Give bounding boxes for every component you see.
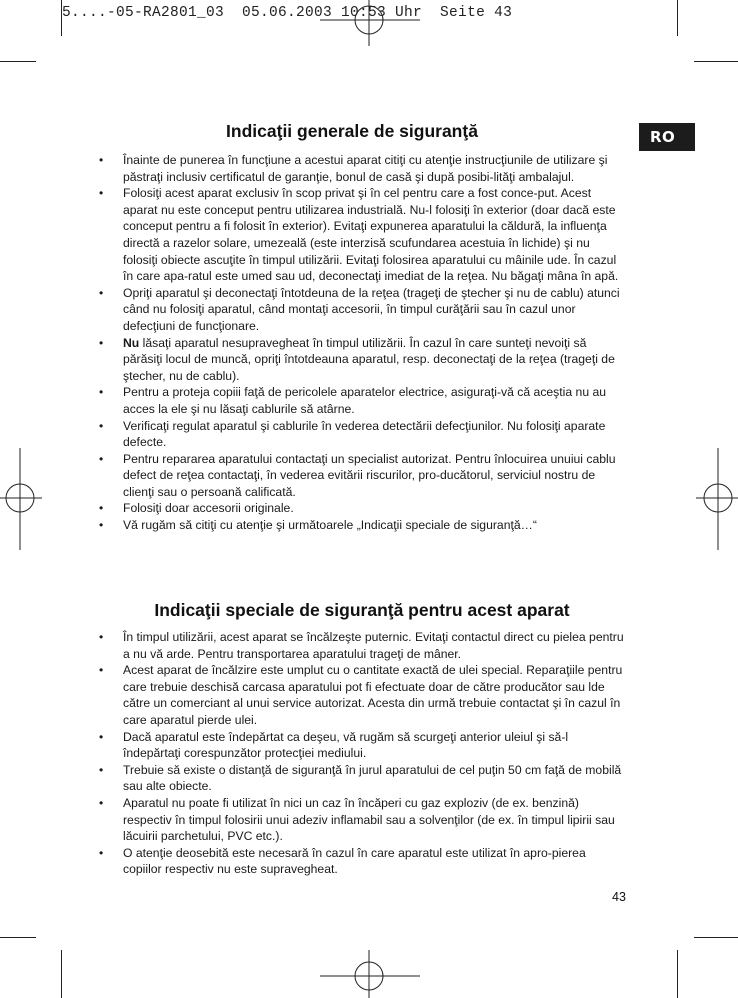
list-item-text: lăsaţi aparatul nesupravegheat în timpul utilizării. În cazul în care sunteţi nevoiţi să părăsiţi locul de muncă, opriţi întotdeauna aparatul, resp. deconectaţi de la reţea (trageţi de ştecher, nu de cablu). <box>123 335 615 383</box>
list-item <box>97 845 627 878</box>
crop-mark-top-left-horizontal <box>0 61 36 62</box>
heading-general-safety: Indicaţii generale de siguranţă <box>226 121 478 141</box>
list-item-text: În timpul utilizării, acest aparat se încălzeşte puternic. Evitaţi contactul direct cu pielea pentru a nu vă arde. Pentru transportarea aparatului trageţi de mâner. <box>123 630 624 661</box>
list-item-text: Pentru a proteja copiii faţă de pericolele aparatelor electrice, asiguraţi-vă că aceştia nu au acces la ele şi nu lăsaţi cablurile să atârne. <box>123 385 607 416</box>
list-item <box>97 335 627 385</box>
registration-mark-right-icon <box>696 448 738 550</box>
general-safety-list <box>97 152 627 534</box>
list-item <box>97 285 627 335</box>
crop-mark-bottom-left-horizontal <box>0 937 36 938</box>
list-item <box>97 451 627 501</box>
heading-special-safety: Indicaţii speciale de siguranţă pentru acest aparat <box>154 600 570 620</box>
list-item <box>97 729 627 762</box>
list-item-text: Folosiţi acest aparat exclusiv în scop privat şi în cel pentru care a fost conce-put. Acest aparat nu este conceput pentru utilizarea industrială. Nu-l folosiţi în exterior (doar dacă este conceput pentru a fi folosit în exterior). Evitaţi expunerea aparatului la căldură, la influenţa directă a razelor solare, umezeală (este interzisă scufundarea acestuia în lichide) şi nu folosiţi obiecte ascuţite în timpul utilizării. Evitaţi folosirea aparatului cu mâinile ude. În cazul în care apa-ratul este umed sau ud, deconectaţi imediat de la reţea. Nu băgaţi mâna în apă. <box>123 186 619 284</box>
list-item <box>97 795 627 845</box>
registration-mark-bottom-icon <box>320 948 420 998</box>
list-item-text: Aparatul nu poate fi utilizat în nici un caz în încăperi cu gaz exploziv (de ex. benzină) respectiv în timpul folosirii unui adeziv inflamabil sau a solvenţilor (de ex. în timpul lipirii sau lăcuirii parchetului, PVC etc.). <box>123 795 615 844</box>
registration-mark-top-icon <box>320 0 420 48</box>
registration-mark-left-icon <box>0 448 42 550</box>
list-item <box>97 500 627 517</box>
list-item <box>97 384 627 417</box>
crop-mark-bottom-right-vertical <box>677 950 678 998</box>
crop-mark-top-left-vertical <box>61 0 62 36</box>
language-tab-ro: RO <box>639 123 695 151</box>
list-item-text: Vă rugăm să citiţi cu atenţie şi următoarele „Indicaţii speciale de siguranţă…“ <box>123 518 537 533</box>
list-item-text: Dacă aparatul este îndepărtat ca deşeu, vă rugăm să scurgeţi anterior uleiul şi să-l îndepărtaţi corespunzător protecţiei mediului. <box>123 729 569 761</box>
list-item <box>97 152 627 185</box>
list-item <box>97 629 627 662</box>
list-item-lead: Nu <box>123 335 140 350</box>
list-item-text: Trebuie să existe o distanţă de siguranţă în jurul aparatului de cel puţin 50 cm faţă de mobilă sau alte obiecte. <box>123 762 622 794</box>
list-item <box>97 418 627 451</box>
list-item-text: Acest aparat de încălzire este umplut cu o cantitate exactă de ulei special. Reparaţiile pentru care trebuie deschisă carcasa aparatului pot fi efectuate doar de către producător sau lde către un comerciant al unui service autorizat. Acesta din urmă trebuie contactat şi în cazul în care aparatul pierde ulei. <box>123 663 623 727</box>
crop-mark-top-right-horizontal <box>694 61 738 62</box>
crop-mark-bottom-left-vertical <box>61 950 62 998</box>
list-item-text: Pentru repararea aparatului contactaţi un specialist autorizat. Pentru înlocuirea unuiui cablu defect de reţea contactaţi, în vederea evitării riscurilor, pro-ducătorul, serviciul nostru de clienţi sau o persoană calificată. <box>123 451 616 499</box>
list-item-text: Verificaţi regulat aparatul şi cablurile în vederea detectării defecţiunilor. Nu folosiţi aparate defecte. <box>123 418 606 450</box>
list-item <box>97 517 627 534</box>
print-slug-header: 5....-05-RA2801_03 05.06.2003 10:53 Uhr Seite 43 <box>62 5 513 21</box>
list-item <box>97 762 627 795</box>
list-item-text: Folosiţi doar accesorii originale. <box>123 501 294 516</box>
list-item <box>97 662 627 728</box>
special-safety-list <box>97 629 627 878</box>
list-item <box>97 185 627 285</box>
page-number: 43 <box>612 890 626 904</box>
crop-mark-bottom-right-horizontal <box>694 937 738 938</box>
crop-mark-top-right-vertical <box>677 0 678 36</box>
list-item-text: Înainte de punerea în funcţiune a acestui aparat citiţi cu atenţie instrucţiunile de utilizare şi păstraţi inclusiv certificatul de garanţie, bonul de casă şi după posibi-lităţi ambalajul. <box>123 153 608 184</box>
list-item-text: O atenţie deosebită este necesară în cazul în care aparatul este utilizat în apro-pierea copiilor respectiv nu este supravegheat. <box>123 845 586 877</box>
list-item-text: Opriţi aparatul şi deconectaţi întotdeuna de la reţea (trageţi de ştecher şi nu de cablu) atunci când nu folosiţi aparatul, când montaţi accesorii, în timpul curăţării sau în cazul unor defecţiuni de funcţionare. <box>123 285 620 333</box>
